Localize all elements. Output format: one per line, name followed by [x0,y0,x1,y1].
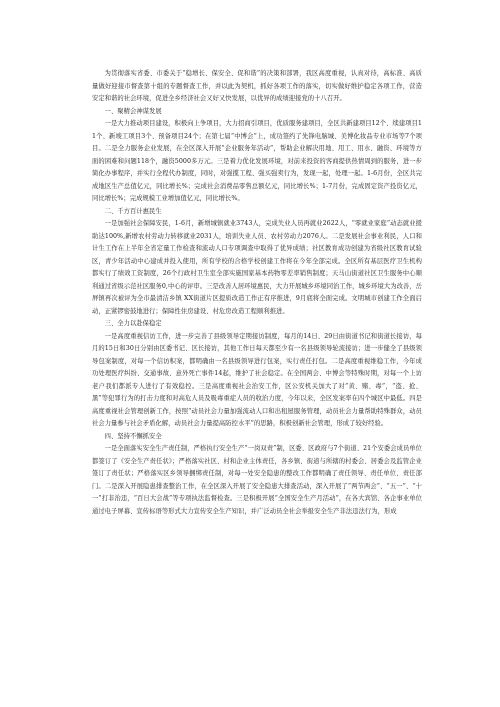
section-4-paragraph: 一是全面落实安全生产责任制，严格执行安全生产“一岗双责”制，区委、区政府与7个街道、21个安委会成员单位都签订了《安全生产责任状》；严格落实社区、村和企业主体责任，各乡镇、街道与所辖的村委会、居委会及监管企业签订了责任状；严格落实区乡领导捆绑责任制，对每一处安全隐患的整改工作都明确了责任领导、责任单位、责任部门。二是深入开展隐患排查整治工作，在全区深入开展了安全隐患大排查活动，深入开展了“两节两会”、“五一”、“十一”打非治违，“百日大会战”等专项执法监督检查。三是积极开展“全国安全生产月活动”，在各大宾馆、各企事业单位通过电子屏幕、宣传标语等形式大力宣传安全生产知识，并广泛动员全社会举报安全生产非法违法行为，形成 [92,445,422,515]
section-1-paragraph: 一是大力推动项目建设，积极向上争项目，大力招商引项目，优质服务建项目，全区共新建项目12个、续建项目11个、新竣工项目3个、预备项目24个；在第七届“中博会”上，成功签约了先锋电脑城、美博化妆品专业市场等7个项目。二是全力服务企业发展，在全区深入开展“企业服务年活动”，帮助企业解决用地、用工、用水、融资、环境等方面的困难和问题118个，融资5000多万元。三是着力优化发展环境，对前来投资的客商提供热情周到的服务，进一步简化办事程序，并实行全程代办制度，同时，对强揽工程、强买强卖行为，发现一起，处理一起。1-6月份，全区共完成地区生产总值亿元，同比增长%；完成社会消费品零售总额亿元，同比增长%；1-7月份，完成固定资产投资亿元，同比增长%；完成规模工业增加值亿元，同比增长%。 [92,120,422,202]
section-3-paragraph: 一是高度重视信访工作，进一步完善了县级领导定期接访制度，每月的14日、29日由街道书记和街道长接访，每月的15日和30日分别由区委书记、区长接访，其他工作日每天都至少有一名县级领导轮流接访；进一步健全了县级领导包案制度，对每一个信访积案，都明确由一名县级领导进行包案，实行责任打包。二是高度重视维稳工作，今年成功处理医疗纠纷、交通事故、意外死亡事件14起，维护了社会稳定。在全国两会、中博会等特殊时期，对每一个上访老户我们都派专人进行了有效稳控。三是高度重视社会治安工作，区公安机关加大了对“黄、赌、毒”，“盗、抢、黑”等犯罪行为的打击力度和对高危人员及吸毒重症人员的收治力度，今年以来，全区发案率在四个城区中最低。四是高度重视社会管理创新工作，按照“动员社会力量加强流动人口和出租屋服务管理，动员社会力量帮助特殊群众，动员社会力量参与社会矛盾化解，动员社会力量提高防控水平”的思路，积极创新社会管理，形成了较好经验。 [92,332,422,427]
section-heading-2: 二、千方百计惠民生 [104,207,162,215]
document-body [92,68,422,518]
section-heading-1: 一、聚精会神谋发展 [104,107,162,115]
section-heading-4: 四、坚持不懈抓安全 [104,432,162,440]
section-heading-3: 三、全力以赴保稳定 [104,320,162,327]
intro-paragraph: 为贯彻落实省委、市委关于“稳增长、保安全、促和谐”的决策和部署，我区高度重视，认真对待，高标准、高质量做好迎接市督查第十组的专题督查工作，并以此为契机，抓好各项工作的落实，切实做好维护稳定各项工作，营造安定和谐的社会环境，促进全乡经济社会又好又快发展，以优异的成绩迎接党的十八召开。 [92,70,422,102]
section-2-paragraph: 一是加强社会保障安民，1-6月，新增城镇就业3743人，完成失业人员再就业2622人，“零就业家庭”动态就业援助达100%,新增农村劳动力转移就业2031人，培训失业人员、农村劳动力2076人。二是发展社会事业利民，人口和计生工作在上半年全省定量工作检查和流动人口专项调查中取得了优异成绩；社区教育成功创建为省级社区教育试验区，青少年活动中心建成并投入使用，所有学校的合格学校创建工作将在今年全部完成。全区所有基层医疗卫生机构都实行了绩效工资制度，26个行政村卫生室全部实施国家基本药物零差率销售制度；天马山街道社区卫生服务中心顺利通过省级示范社区服务0,中心的评审。三是改善人居环境惠民，大力开展城乡环境同治工作，城乡环境大为改善，岳屏镇再次被评为全市最清洁乡镇 XX街道片区提质改造工作正有序推进，9月底将全面完成。文明城市创建工作全面启动，正紧锣密鼓地进行；保障性住房建设、村危房改造工程顺利推进。 [92,220,422,315]
